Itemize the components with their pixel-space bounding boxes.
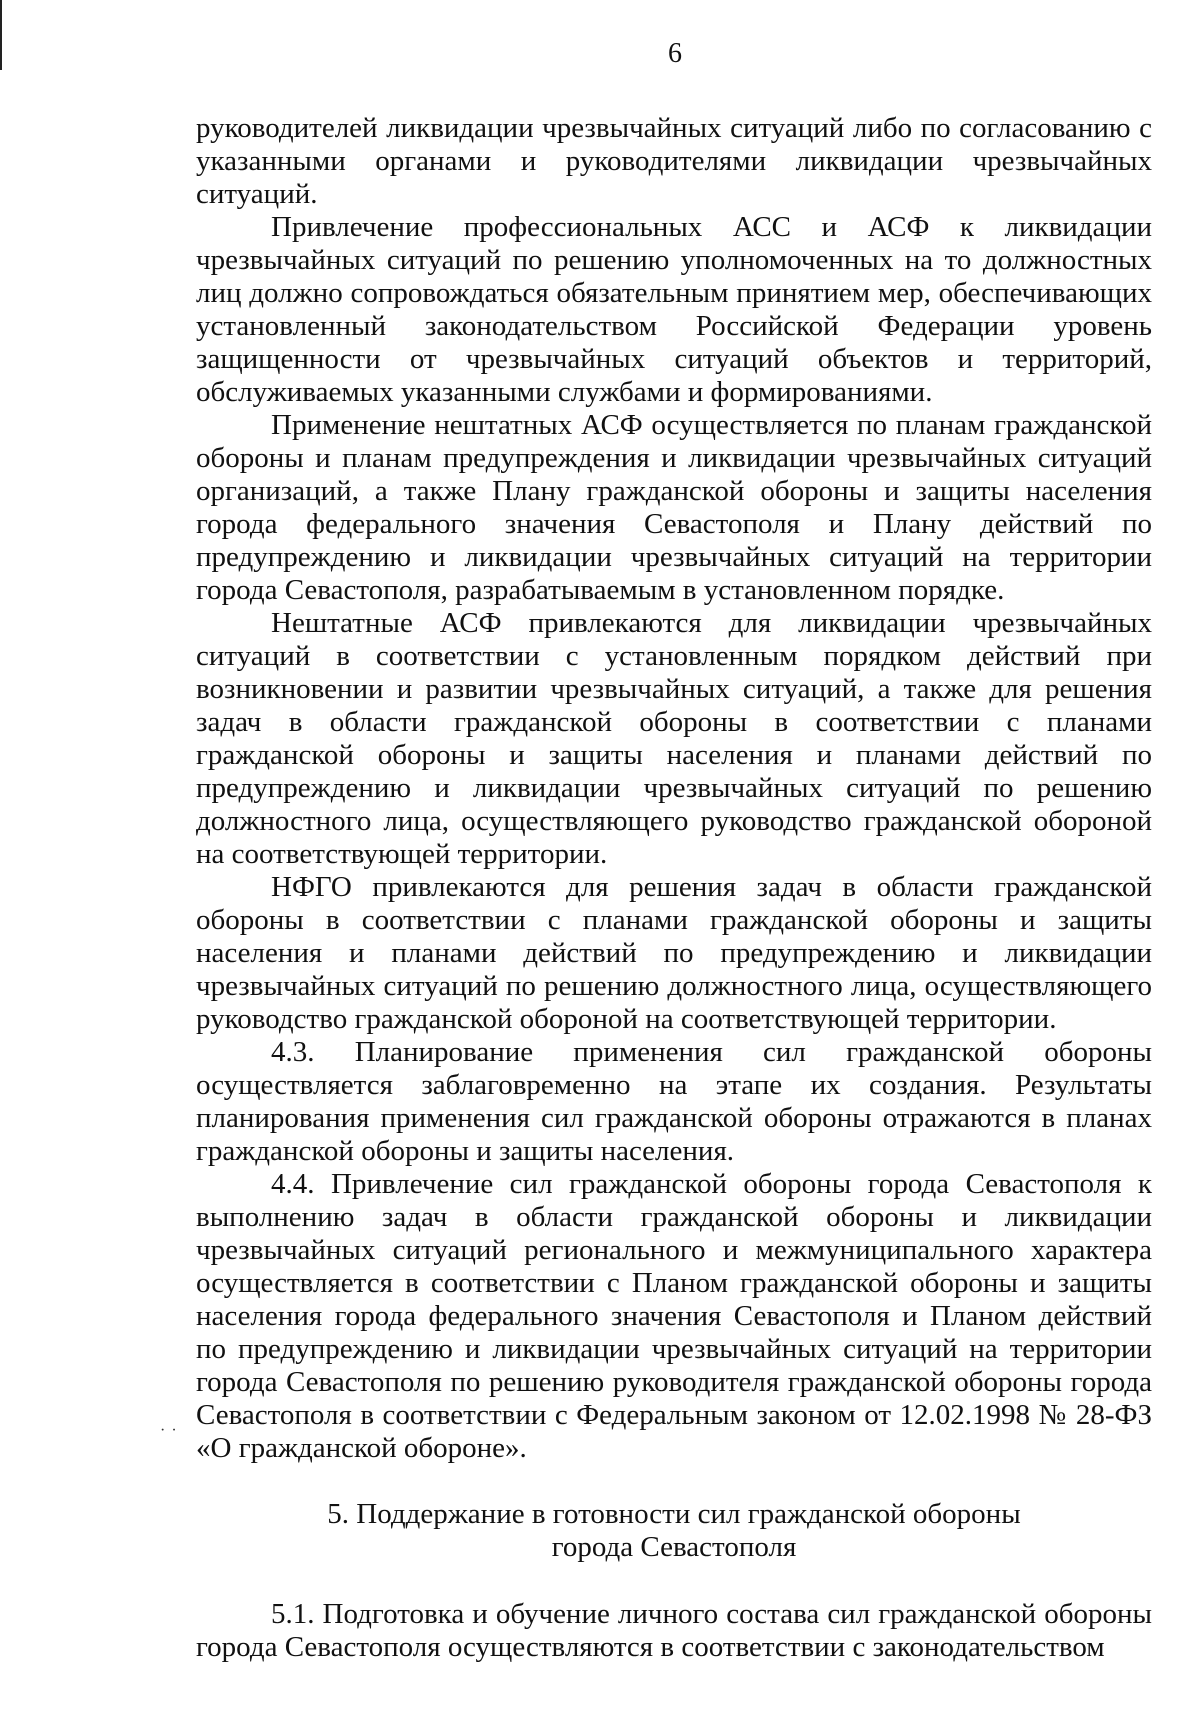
paragraph-continuation: руководителей ликвидации чрезвычайных ситуаций либо по согласованию с указанными органами и руководителями ликвидации чрезвычайных ситуаций.	[196, 112, 1152, 210]
paragraph-professional-asf: Привлечение профессиональных АСС и АСФ к ликвидации чрезвычайных ситуаций по решению уполномоченных на то должностных лиц должно сопровождаться обязательным принятием мер, обеспечивающих установленный законодательством Российской Федерации уровень защищенности от чрезвычайных ситуаций объектов и территорий, обслуживаемых указанными службами и формированиями.	[196, 211, 1152, 408]
section-heading	[196, 1498, 1152, 1564]
paragraph-5-1: 5.1. Подготовка и обучение личного состава сил гражданской обороны города Севастополя осуществляются в соответствии с законодательством	[196, 1598, 1152, 1663]
scan-artifact-dots: ··	[160, 1422, 183, 1439]
paragraph-nonstaff-asf-application: Применение нештатных АСФ осуществляется по планам гражданской обороны и планам предупреждения и ликвидации чрезвычайных ситуаций организаций, а также Плану гражданской обороны и защиты населения города федерального значения Севастополя и Плану действий по предупреждению и ликвидации чрезвычайных ситуаций на территории города Севастополя, разрабатываемым в установленном порядке.	[196, 409, 1152, 606]
section-heading-line-2: города Севастополя	[551, 1531, 797, 1563]
paragraph-nonstaff-asf-involvement: Нештатные АСФ привлекаются для ликвидации чрезвычайных ситуаций в соответствии с установленным порядком действий при возникновении и развитии чрезвычайных ситуаций, а также для решения задач в области гражданской обороны в соответствии с планами гражданской обороны и защиты населения и планами действий по предупреждению и ликвидации чрезвычайных ситуаций по решению должностного лица, осуществляющего руководство гражданской обороной на соответствующей территории.	[196, 607, 1152, 870]
paragraph-4-3: 4.3. Планирование применения сил гражданской обороны осуществляется заблаговременно на этапе их создания. Результаты планирования применения сил гражданской обороны отражаются в планах гражданской обороны и защиты населения.	[196, 1036, 1152, 1167]
document-body	[196, 112, 1152, 1664]
page-number: 6	[668, 38, 682, 69]
paragraph-4-4: 4.4. Привлечение сил гражданской обороны города Севастополя к выполнению задач в области гражданской обороны и ликвидации чрезвычайных ситуаций регионального и межмуниципального характера осуществляется в соответствии с Планом гражданской обороны и защиты населения города федерального значения Севастополя и Планом действий по предупреждению и ликвидации чрезвычайных ситуаций на территории города Севастополя по решению руководителя гражданской обороны города Севастополя в соответствии с Федеральным законом от 12.02.1998 № 28-ФЗ «О гражданской обороне».	[196, 1168, 1152, 1464]
section-heading-line-1: 5. Поддержание в готовности сил гражданской обороны	[327, 1498, 1021, 1530]
paragraph-nfgo: НФГО привлекаются для решения задач в области гражданской обороны в соответствии с планами гражданской обороны и защиты населения и планами действий по предупреждению и ликвидации чрезвычайных ситуаций по решению должностного лица, осуществляющего руководство гражданской обороной на соответствующей территории.	[196, 871, 1152, 1035]
